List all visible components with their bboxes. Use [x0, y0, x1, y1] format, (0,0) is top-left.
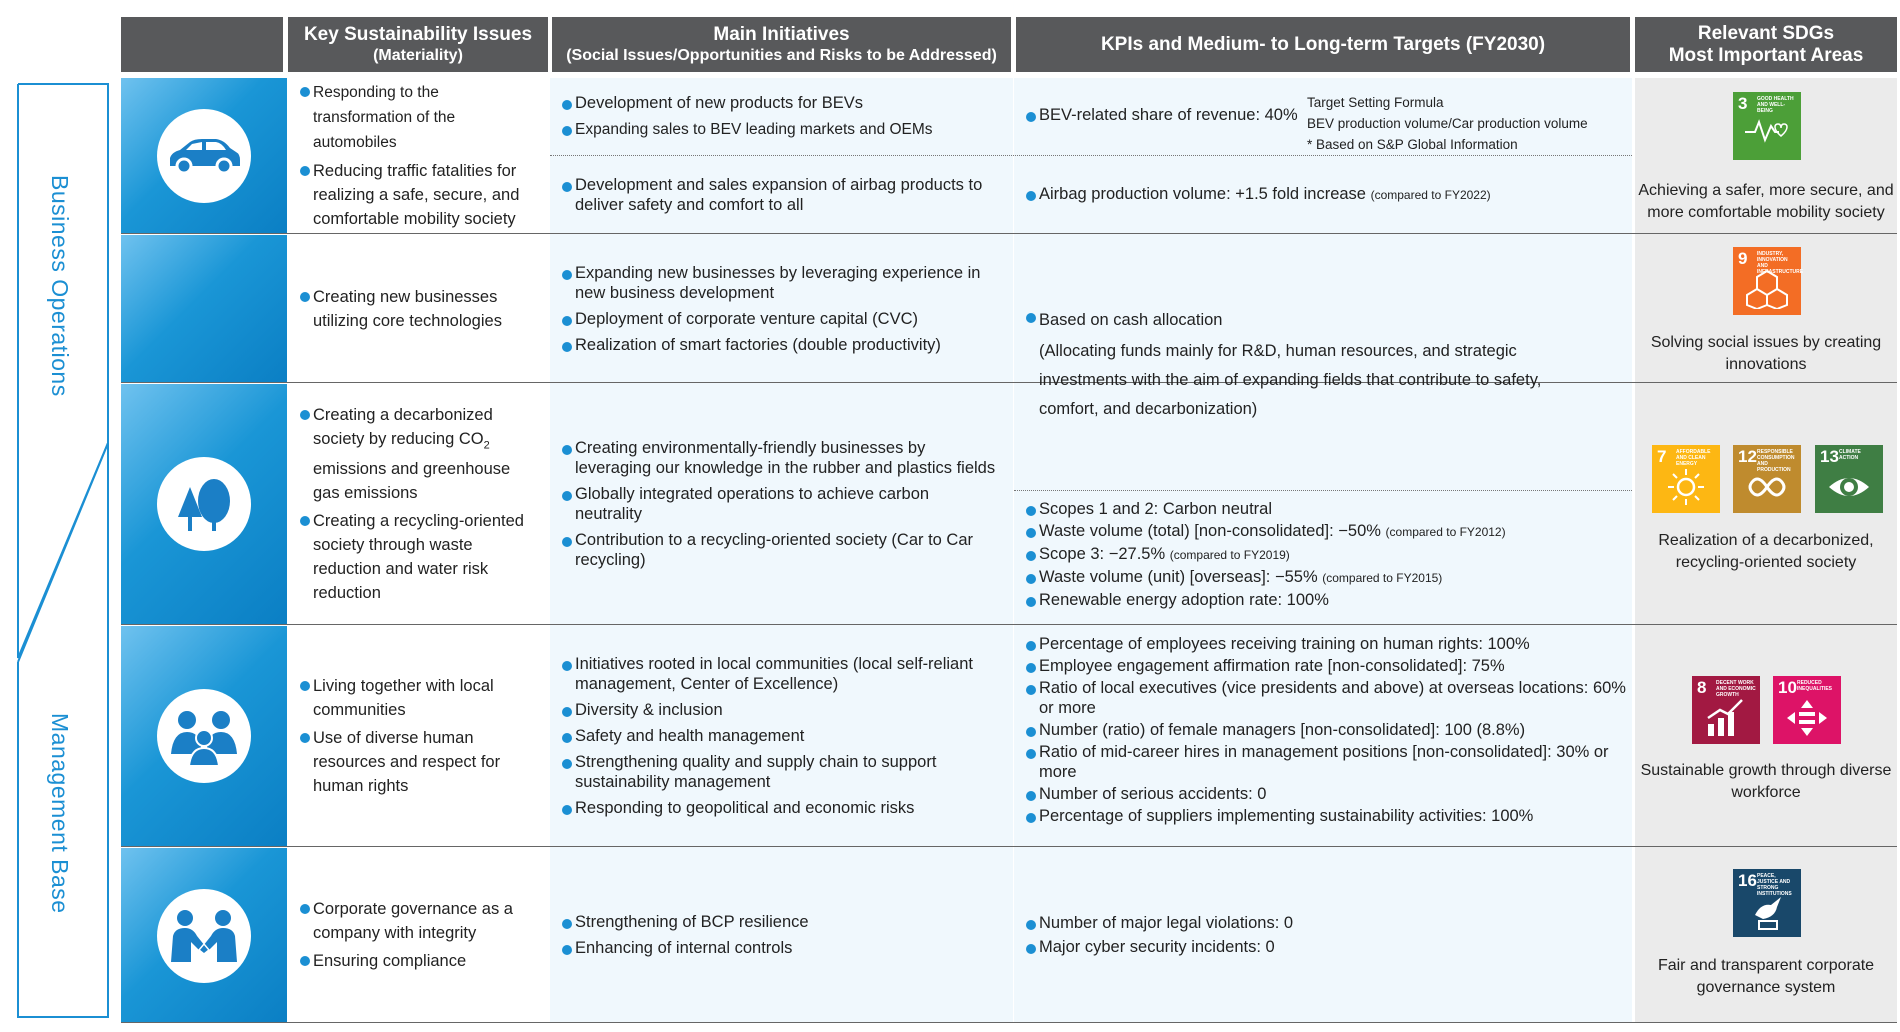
kpi-item: Ratio of local executives (vice presidents and above) at overseas locations: 60% or more	[1026, 678, 1626, 718]
header-sdg-title: Relevant SDGs	[1697, 22, 1835, 44]
header-kpi	[1016, 17, 1630, 72]
kpi-note-line: * Based on S&P Global Information	[1307, 137, 1518, 152]
kpi-item: Waste volume (unit) [overseas]: −55% (compared to FY2015)	[1026, 567, 1626, 588]
kpi-item: Employee engagement affirmation rate [non-consolidated]: 75%	[1026, 656, 1626, 676]
initiative-item: Safety and health management	[562, 726, 999, 746]
kpi-item: Percentage of suppliers implementing sustainability activities: 100%	[1026, 806, 1626, 826]
kpi-item: Renewable energy adoption rate: 100%	[1026, 590, 1626, 610]
sdg-13-icon	[1815, 445, 1883, 513]
kpi-item: Number of major legal violations: 0	[1026, 913, 1618, 933]
initiative-item: Strengthening quality and supply chain to support sustainability management	[562, 752, 999, 792]
sdg-number: 16	[1738, 871, 1757, 890]
issue-item: Living together with local communities	[300, 674, 536, 722]
icon-cell-innovation	[121, 235, 287, 382]
row-separator	[121, 382, 1897, 383]
issue-item: Responding to the transformation of the automobiles	[300, 80, 536, 155]
header-initiatives	[552, 17, 1011, 72]
sdg-number: 8	[1697, 678, 1707, 697]
initiative-item: Strengthening of BCP resilience	[562, 912, 999, 932]
initiatives-governance	[552, 848, 1011, 1022]
kpi-mobility-a	[1026, 103, 1316, 127]
header-materiality-sub: (Materiality)	[373, 46, 463, 64]
sdg-12-icon	[1733, 445, 1801, 513]
sdg-area-people: Sustainable growth through diverse workforce	[1640, 762, 1892, 801]
sdg-label: DECENT WORK AND ECONOMIC GROWTH	[1716, 680, 1756, 698]
row-separator	[121, 233, 1897, 234]
kpi-item: Ratio of mid-career hires in management positions [non-consolidated]: 30% or more	[1026, 742, 1626, 782]
initiative-item: Diversity & inclusion	[562, 700, 999, 720]
issue-item: Reducing traffic fatalities for realizing a safe, secure, and comfortable mobility society	[300, 159, 536, 231]
initiative-item: Initiatives rooted in local communities (local self-reliant management, Center of Excellence)	[562, 654, 999, 694]
issues-innovation	[290, 235, 548, 382]
header-initiatives-sub: (Social Issues/Opportunities and Risks to be Addressed)	[566, 46, 997, 64]
sdg-10-icon	[1773, 676, 1841, 744]
initiatives-innovation	[552, 235, 1011, 382]
sdg-label: PEACE, JUSTICE AND STRONG INSTITUTIONS	[1757, 873, 1792, 897]
kpi-comparison: (compared to FY2022)	[1370, 188, 1491, 202]
icon-cell-people	[121, 626, 287, 846]
kpi-people	[1026, 632, 1626, 828]
kpi-item: Percentage of employees receiving training on human rights: 100%	[1026, 634, 1626, 654]
initiative-item: Realization of smart factories (double productivity)	[562, 335, 999, 355]
kpi-mobility-note	[1307, 92, 1627, 155]
sdg-label: CLIMATE ACTION	[1839, 449, 1861, 461]
row-separator	[121, 846, 1897, 847]
issue-item: Creating new businesses utilizing core technologies	[300, 285, 536, 333]
sdg-number: 3	[1738, 94, 1748, 113]
header-kpi-title: KPIs and Medium- to Long-term Targets (FY2030)	[1100, 33, 1546, 55]
issues-mobility	[290, 78, 548, 233]
sdg-area-environment: Realization of a decarbonized, recycling-oriented society	[1658, 532, 1874, 571]
sdg-label: AFFORDABLE AND CLEAN ENERGY	[1676, 449, 1711, 467]
header-sdg	[1635, 17, 1897, 72]
sdg-number: 13	[1820, 447, 1839, 466]
issue-item: Ensuring compliance	[300, 949, 536, 973]
initiative-item: Expanding sales to BEV leading markets and OEMs	[562, 119, 999, 140]
sdg-number: 7	[1657, 447, 1667, 466]
sdg-label: INDUSTRY, INNOVATION AND INFRASTRUCTURE	[1757, 251, 1804, 275]
issues-governance	[290, 848, 548, 1022]
sdg-label: GOOD HEALTH AND WELL-BEING	[1757, 96, 1794, 114]
initiative-item: Expanding new businesses by leveraging experience in new business development	[562, 263, 999, 303]
sdg-area-governance: Fair and transparent corporate governance system	[1657, 957, 1875, 996]
sdg-16-icon	[1733, 869, 1801, 937]
initiative-item: Creating environmentally-friendly businesses by leveraging our knowledge in the rubber and plastics fields	[562, 438, 999, 478]
sdg-number: 9	[1738, 249, 1748, 268]
kpi-innovation	[1026, 304, 1586, 424]
initiative-item: Contribution to a recycling-oriented society (Car to Car recycling)	[562, 530, 999, 570]
initiative-item: Deployment of corporate venture capital (CVC)	[562, 309, 999, 329]
issue-item: Use of diverse human resources and respect for human rights	[300, 726, 536, 798]
kpi-innovation-body: (Allocating funds mainly for R&D, human resources, and strategic investments with the aim of expanding fields that contribute to safety, comfort, and decarbonization)	[1039, 342, 1542, 418]
initiative-item: Responding to geopolitical and economic risks	[562, 798, 999, 818]
car-icon	[157, 109, 251, 203]
kpi-item: Number (ratio) of female managers [non-consolidated]: 100 (8.8%)	[1026, 720, 1626, 740]
issue-item: Creating a decarbonized society by reducing $CO_2$ emissions and greenhouse gas emissions	[300, 403, 536, 505]
row-separator	[121, 624, 1897, 625]
kpi-item: Scopes 1 and 2: Carbon neutral	[1026, 499, 1626, 519]
sdg-9-icon	[1733, 247, 1804, 315]
people-icon	[157, 689, 251, 783]
initiatives-mobility-a	[552, 78, 1011, 155]
kpi-governance	[1016, 848, 1630, 1022]
side-label-business: Business Operations	[47, 175, 73, 397]
issues-environment	[290, 384, 548, 624]
header-materiality	[288, 17, 548, 72]
kpi-note-line: Target Setting Formula	[1307, 95, 1444, 110]
kpi-item: Number of serious accidents: 0	[1026, 784, 1626, 804]
kpi-mobility-b	[1026, 182, 1626, 207]
dotted-divider	[1014, 490, 1632, 491]
header-sdg-sub: Most Important Areas	[1668, 44, 1864, 66]
sdg-number: 10	[1778, 678, 1797, 697]
issue-item: Corporate governance as a company with integrity	[300, 897, 536, 945]
initiatives-people	[552, 626, 1011, 846]
trees-icon	[157, 457, 251, 551]
header-materiality-title: Key Sustainability Issues	[303, 23, 533, 45]
kpi-item: BEV-related share of revenue: 40%	[1026, 105, 1316, 125]
row-separator	[121, 1022, 1897, 1023]
header-blank	[121, 17, 283, 72]
kpi-item: Based on cash allocation	[1026, 306, 1586, 335]
sdg-area-innovation: Solving social issues by creating innovations	[1650, 334, 1882, 373]
initiative-item: Development and sales expansion of airbag products to deliver safety and comfort to all	[562, 175, 999, 215]
sdg-3-icon	[1733, 92, 1801, 160]
icon-cell-mobility	[121, 78, 287, 233]
kpi-environment	[1026, 497, 1626, 612]
sdg-label: RESPONSIBLE CONSUMPTION AND PRODUCTION	[1757, 449, 1795, 473]
side-label-management: Management Base	[47, 713, 73, 914]
initiative-item: Enhancing of internal controls	[562, 938, 999, 958]
initiatives-mobility-b	[552, 156, 1011, 233]
initiative-item: Development of new products for BEVs	[562, 93, 999, 113]
kpi-item: Waste volume (total) [non-consolidated]: −50% (compared to FY2012)	[1026, 521, 1626, 542]
sdg-number: 12	[1738, 447, 1757, 466]
sdg-area-mobility: Achieving a safer, more secure, and more comfortable mobility society	[1638, 182, 1894, 221]
kpi-item: Scope 3: −27.5% (compared to FY2019)	[1026, 544, 1626, 565]
sdg-8-icon	[1692, 676, 1760, 744]
sdg-7-icon	[1652, 445, 1720, 513]
icon-cell-environment	[121, 384, 287, 624]
kpi-item: Major cyber security incidents: 0	[1026, 937, 1618, 957]
issues-people	[290, 626, 548, 846]
issue-item: Creating a recycling-oriented society through waste reduction and water risk reduction	[300, 509, 536, 605]
initiative-item: Globally integrated operations to achieve carbon neutrality	[562, 484, 999, 524]
initiatives-environment	[552, 384, 1011, 624]
sdg-label: REDUCED INEQUALITIES	[1797, 680, 1833, 692]
handshake-icon	[157, 889, 251, 983]
kpi-note-line: BEV production volume/Car production volume	[1307, 116, 1588, 131]
icon-cell-governance	[121, 848, 287, 1023]
kpi-item: Airbag production volume: +1.5 fold increase (compared to FY2022)	[1026, 184, 1626, 205]
header-initiatives-title: Main Initiatives	[713, 23, 850, 45]
